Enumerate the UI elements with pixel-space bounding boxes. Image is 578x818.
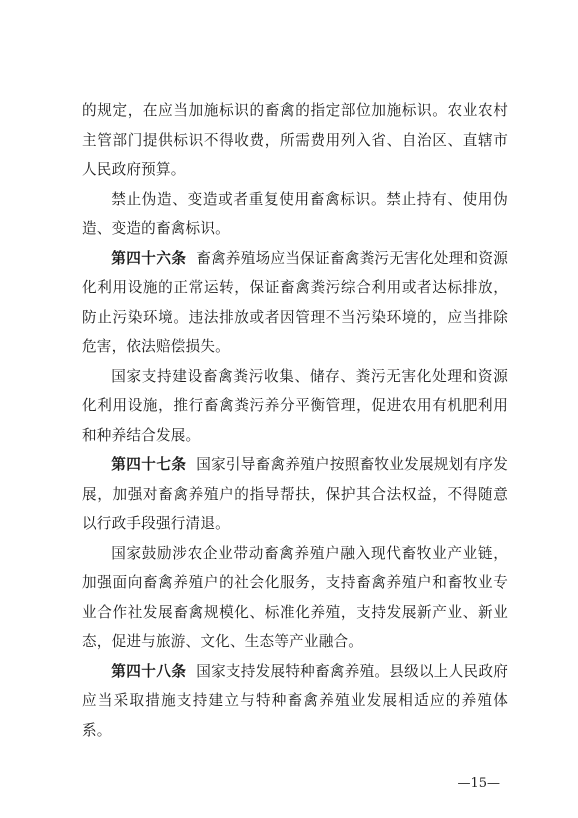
document-body (82, 96, 508, 745)
paragraph-text: 国家引导畜禽养殖户按照畜牧业发展规划有序发展，加强对畜禽养殖户的指导帮扶，保护其合法权益，不得随意以行政手段强行清退。 (82, 456, 508, 532)
paragraph-text: 的规定，在应当加施标识的畜禽的指定部位加施标识。农业农村主管部门提供标识不得收费，所需费用列入省、自治区、直辖市人民政府预算。 (82, 102, 508, 178)
paragraph-continuation (82, 96, 508, 185)
paragraph (82, 362, 508, 451)
article-title: 第四十六条 (111, 249, 187, 267)
article-title: 第四十八条 (111, 662, 187, 680)
paragraph-text: 禁止伪造、变造或者重复使用畜禽标识。禁止持有、使用伪造、变造的畜禽标识。 (82, 190, 508, 237)
article-title: 第四十七条 (111, 456, 187, 473)
paragraph (82, 185, 508, 244)
paragraph-text: 国家支持发展特种畜禽养殖。县级以上人民政府应当采取措施支持建立与特种畜禽养殖业发展相适应的养殖体系。 (82, 662, 508, 739)
page-number: —15— (457, 776, 500, 791)
paragraph (82, 539, 508, 657)
article-46 (82, 244, 508, 362)
paragraph-text: 国家鼓励涉农企业带动畜禽养殖户融入现代畜牧业产业链，加强面向畜禽养殖户的社会化服务，支持畜禽养殖户和畜牧业专业合作社发展畜禽规模化、标准化养殖，支持发展新产业、新业态，促进与旅游、文化、生态等产业融合。 (82, 544, 508, 650)
paragraph-text: 畜禽养殖场应当保证畜禽粪污无害化处理和资源化利用设施的正常运转，保证畜禽粪污综合利用或者达标排放，防止污染环境。违法排放或者因管理不当污染环境的，应当排除危害，依法赔偿损失。 (82, 249, 508, 355)
article-48 (82, 657, 508, 746)
article-47 (82, 450, 508, 539)
paragraph-text: 国家支持建设畜禽粪污收集、储存、粪污无害化处理和资源化利用设施，推行畜禽粪污养分平衡管理，促进农用有机肥利用和种养结合发展。 (82, 367, 508, 444)
